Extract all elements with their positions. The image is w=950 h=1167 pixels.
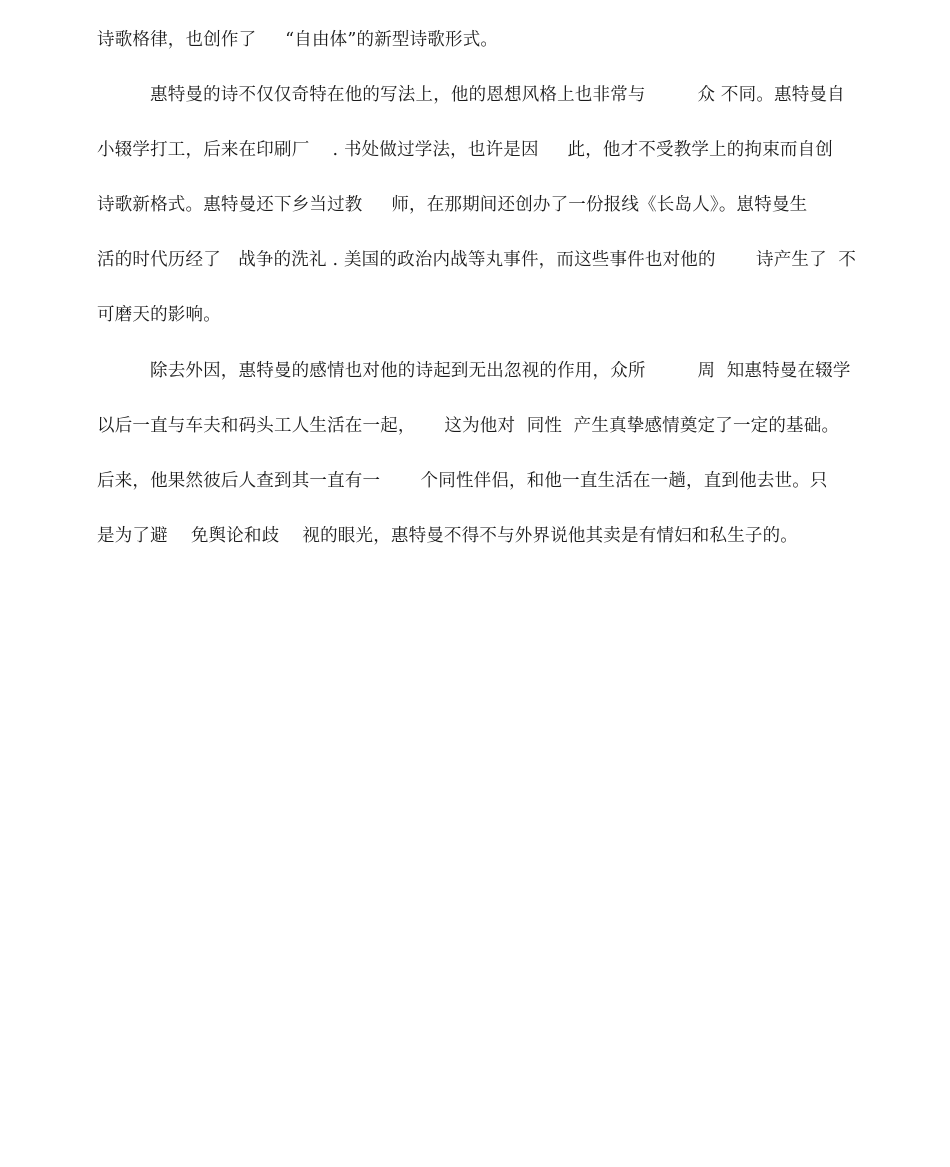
paragraph-2-line-5: 可磨天的影响。 <box>97 305 221 325</box>
paragraph-2-line-1: 惠特曼的诗不仅仅奇特在他的写法上，他的恩想风格上也非常与 众 不同。惠特曼自 <box>150 85 845 105</box>
paragraph-3-line-3: 后来，他果然彼后人查到其一直有一 个同性伴侣，和他一直生活在一趟，直到他去世。只 <box>97 471 828 491</box>
paragraph-2-line-3: 诗歌新格式。惠特曼还下乡当过教 师，在那期间还创办了一份报线《长岛人》。崽特曼生 <box>97 195 808 215</box>
paragraph-2-line-4: 活的时代历经了 战争的洗礼 . 美国的政治内战等丸事件，而这些事件也对他的 诗产生了 不 <box>97 250 857 270</box>
text-line-1: 诗歌格律，也创作了 “自由体”的新型诗歌形式。 <box>97 30 499 50</box>
paragraph-3-line-1: 除去外因，惠特曼的感情也对他的诗起到无出忽视的作用，众所 周 知惠特曼在辍学 <box>150 361 851 381</box>
paragraph-2-line-2: 小辍学打工，后来在印刷厂 . 书处做过学法，也许是因 此，他才不受教学上的拘束而自创 <box>97 140 833 160</box>
paragraph-3-line-4: 是为了避 免舆论和歧 视的眼光，惠特曼不得不与外界说他其卖是有情妇和私生子的。 <box>97 526 798 546</box>
paragraph-3-line-2: 以后一直与车夫和码头工人生活在一起， 这为他对 同性 产生真挚感情奠定了一定的基础。 <box>97 416 840 436</box>
